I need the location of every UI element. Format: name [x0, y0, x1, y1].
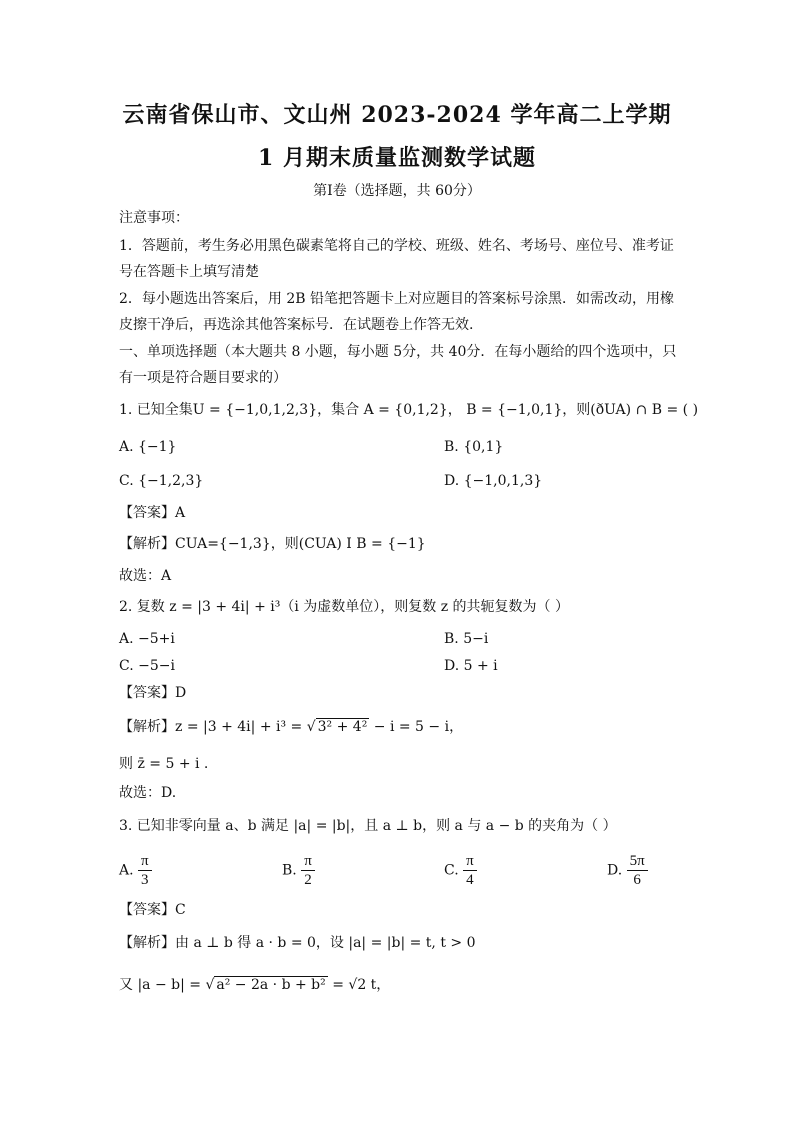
- question-2-analysis-part-a: 【解析】z = |3 + 4i| + i³ =: [119, 719, 307, 735]
- notes-heading: 注意事项：: [119, 210, 189, 226]
- note-2-line-a: 2．每小题选出答案后，用 2B 铅笔把答题卡上对应题目的答案标号涂黑．如需改动，用橡: [119, 291, 675, 307]
- option-c-label: C.: [444, 862, 459, 879]
- question-3-analysis-2-part-a: 又 |a − b| =: [119, 977, 206, 993]
- option-d-fraction: [627, 852, 648, 889]
- question-2-option-b: B. 5−i: [444, 631, 489, 647]
- option-c-denominator: 4: [466, 872, 474, 888]
- part-label: 第Ⅰ卷（选择题，共 60分）: [313, 183, 481, 199]
- question-3-option-c: [444, 852, 477, 889]
- question-2-option-c: C. −5−i: [119, 658, 175, 674]
- question-1-option-d: D. {−1,0,1,3}: [444, 473, 543, 489]
- question-1-conclusion: 故选：A: [119, 568, 172, 584]
- question-3-answer: 【答案】C: [119, 902, 186, 918]
- sqrt-sign-icon: √: [306, 719, 316, 735]
- question-2-analysis: [119, 717, 463, 737]
- question-2-option-d: D. 5 + i: [444, 658, 498, 674]
- question-1-option-a: A. {−1}: [119, 439, 177, 455]
- option-b-fraction: [301, 852, 315, 889]
- question-2-option-a: A. −5+i: [119, 631, 175, 647]
- question-1-stem: 1. 已知全集U = {−1,0,1,2,3}，集合 A = {0,1,2}， B = {−1,0,1}，则(ðUA) ∩ B = ( ): [119, 402, 699, 418]
- option-b-label: B.: [282, 862, 297, 879]
- question-2-analysis-radicand: 3² + 4²: [317, 719, 368, 735]
- question-3-analysis-2-radicand: a² − 2a · b + b²: [216, 977, 326, 993]
- option-d-denominator: 6: [633, 872, 641, 888]
- question-3-option-b: [282, 852, 315, 889]
- question-3-analysis-2: [119, 975, 390, 995]
- section-1-heading-a: 一、单项选择题（本大题共 8 小题，每小题 5分，共 40分．在每小题给的四个选项中，只: [119, 344, 677, 360]
- question-2-conclusion: 故选：D.: [119, 785, 177, 801]
- question-1-answer: 【答案】A: [119, 505, 186, 521]
- exam-title-line1: 云南省保山市、文山州 2023-2024 学年高二上学期: [122, 102, 672, 128]
- question-2-analysis-part-b: − i = 5 − i，: [369, 719, 464, 735]
- note-1-line-b: 号在答题卡上填写清楚: [119, 264, 259, 280]
- sqrt-sign-icon: √: [205, 977, 215, 993]
- option-a-fraction: [138, 852, 152, 889]
- option-c-fraction: [463, 852, 477, 889]
- option-b-denominator: 2: [304, 872, 312, 888]
- question-3-analysis-2-part-b: = √2 t，: [327, 977, 391, 993]
- question-1-option-b: B. {0,1}: [444, 439, 504, 455]
- question-3-analysis: 【解析】由 a ⊥ b 得 a · b = 0，设 |a| = |b| = t, t > 0: [119, 935, 476, 951]
- note-2-line-b: 皮擦干净后，再选涂其他答案标号．在试题卷上作答无效.: [119, 317, 474, 333]
- option-a-denominator: 3: [141, 872, 149, 888]
- option-d-label: D.: [607, 862, 623, 879]
- option-a-numerator: π: [138, 852, 152, 871]
- question-2-conjugate: 则 z̄ = 5 + i .: [119, 756, 209, 772]
- question-3-stem: 3. 已知非零向量 a、b 满足 |a| = |b|，且 a ⊥ b，则 a 与 a − b 的夹角为（ ）: [119, 818, 617, 834]
- question-3-option-d: [607, 852, 648, 889]
- question-1-analysis: 【解析】CUA={−1,3}，则(CUA) I B = {−1}: [119, 536, 426, 552]
- option-b-numerator: π: [301, 852, 315, 871]
- section-1-heading-b: 有一项是符合题目要求的）: [119, 370, 287, 386]
- question-1-option-c: C. {−1,2,3}: [119, 473, 204, 489]
- question-2-answer: 【答案】D: [119, 685, 187, 701]
- question-2-stem: 2. 复数 z = |3 + 4i| + i³（i 为虚数单位），则复数 z 的共轭复数为（ ）: [119, 599, 569, 615]
- question-3-option-a: [119, 852, 152, 889]
- exam-title-line2: 1 月期末质量监测数学试题: [258, 145, 536, 171]
- note-1-line-a: 1．答题前，考生务必用黑色碳素笔将自己的学校、班级、姓名、考场号、座位号、准考证: [119, 238, 674, 254]
- option-c-numerator: π: [463, 852, 477, 871]
- option-a-label: A.: [119, 862, 134, 879]
- option-d-numerator: 5π: [627, 852, 648, 871]
